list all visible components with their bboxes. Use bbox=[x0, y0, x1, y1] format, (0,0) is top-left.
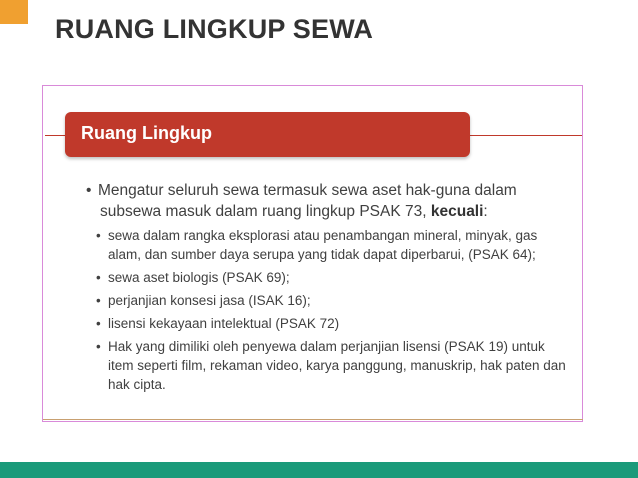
list-item-text: lisensi kekayaan intelektual (PSAK 72) bbox=[108, 316, 340, 331]
section-header-banner bbox=[65, 112, 470, 157]
bullet-icon: • bbox=[86, 182, 92, 199]
list-item-text: perjanjian konsesi jasa (ISAK 16); bbox=[108, 293, 311, 308]
list-item-text: Hak yang dimiliki oleh penyewa dalam perjanjian lisensi (PSAK 19) untuk item seperti film, rekaman video, karya panggung, manuskrip, hak paten dan hak cipta. bbox=[108, 339, 566, 392]
bullet-icon: • bbox=[96, 270, 101, 285]
section-header-label: Ruang Lingkup bbox=[81, 123, 212, 143]
list-item bbox=[86, 268, 566, 287]
list-item bbox=[86, 337, 566, 394]
bullet-icon: • bbox=[96, 339, 101, 354]
list-item-text: sewa dalam rangka eksplorasi atau penambangan mineral, minyak, gas alam, dan sumber daya serupa yang tidak dapat diperbarui, (PSAK 64); bbox=[108, 228, 538, 262]
list-item bbox=[86, 291, 566, 310]
bullet-icon: • bbox=[96, 293, 101, 308]
corner-accent bbox=[0, 0, 28, 24]
footer-bar bbox=[0, 462, 638, 478]
divider-right bbox=[470, 135, 582, 136]
main-bullet-suffix: : bbox=[483, 203, 488, 220]
main-bullet bbox=[86, 180, 566, 222]
bullet-icon: • bbox=[96, 228, 101, 243]
list-item bbox=[86, 226, 566, 264]
list-item bbox=[86, 314, 566, 333]
divider-bottom bbox=[43, 419, 583, 420]
divider-left bbox=[45, 135, 67, 136]
slide-title: RUANG LINGKUP SEWA bbox=[55, 14, 374, 44]
exception-list bbox=[86, 226, 566, 394]
main-bullet-text: Mengatur seluruh sewa termasuk sewa aset hak-guna dalam subsewa masuk dalam ruang lingkup PSAK 73, bbox=[98, 182, 517, 220]
content-body bbox=[86, 180, 566, 398]
main-bullet-emphasis: kecuali bbox=[430, 203, 484, 220]
bullet-icon: • bbox=[96, 316, 101, 331]
list-item-text: sewa aset biologis (PSAK 69); bbox=[108, 270, 290, 285]
